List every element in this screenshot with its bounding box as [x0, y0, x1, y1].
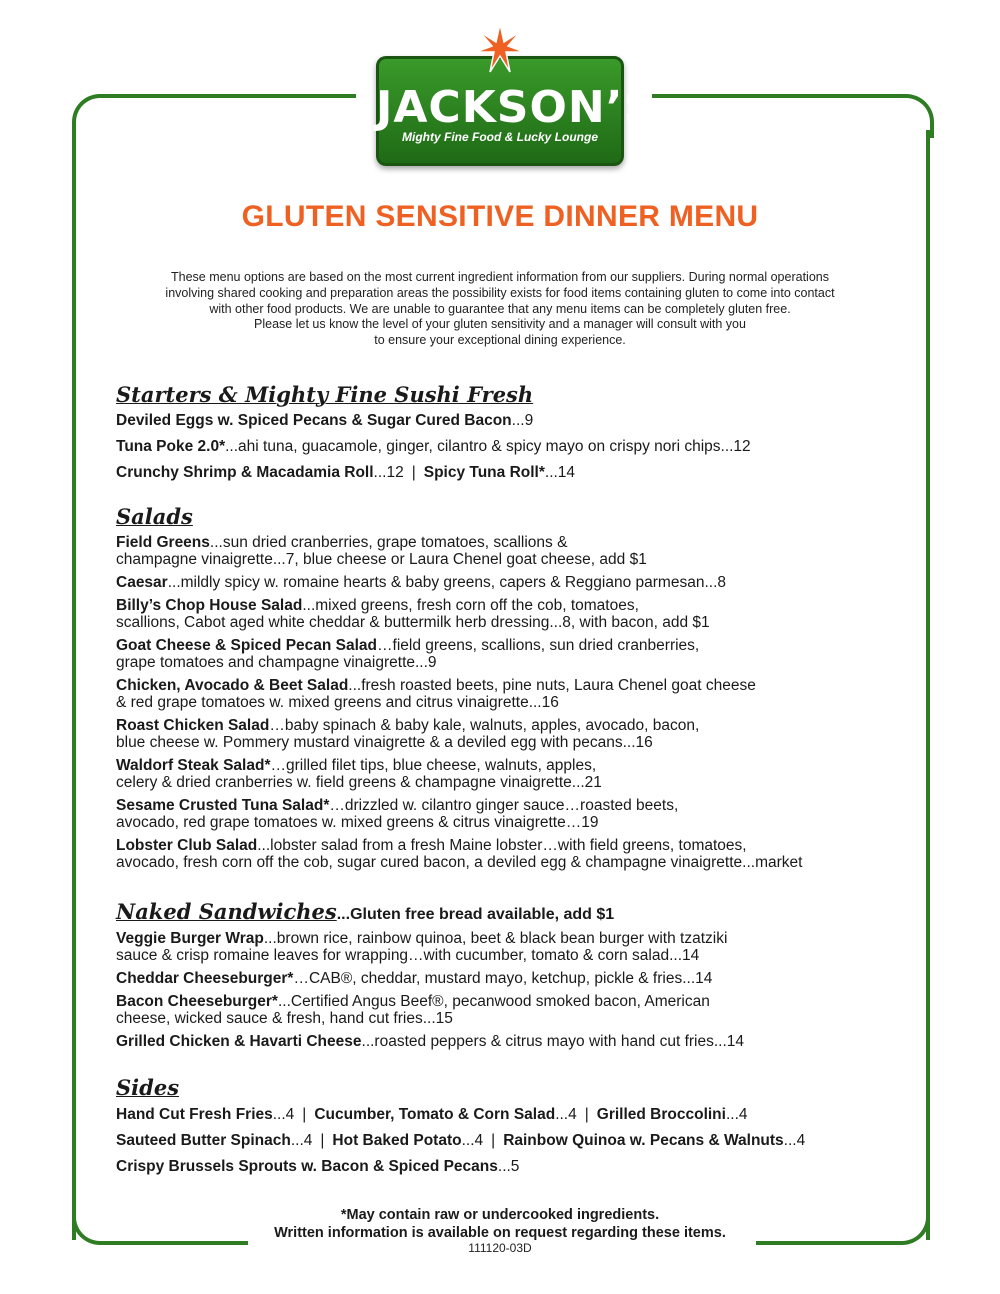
item-name: Hot Baked Potato [332, 1132, 462, 1149]
menu-item [116, 757, 896, 791]
sides-heading: Sides [116, 1075, 180, 1100]
item-desc: ...4 [783, 1132, 806, 1149]
separator: | [320, 1132, 325, 1149]
item-name: Field Greens [116, 534, 210, 551]
starters-heading: Starters & Mighty Fine Sushi Fresh [116, 382, 534, 407]
item-desc-continued: blue cheese w. Pommery mustard vinaigrette & a deviled egg with pecans...16 [116, 734, 653, 751]
item-desc: …field greens, scallions, sun dried cranberries, [377, 637, 700, 654]
menu-item [116, 717, 896, 751]
separator: | [411, 464, 416, 481]
item-desc-continued: scallions, Cabot aged white cheddar & buttermilk herb dressing...8, with bacon, add $1 [116, 614, 710, 631]
item-name: Roast Chicken Salad [116, 717, 270, 734]
item-name: Spicy Tuna Roll* [423, 464, 545, 481]
item-line [116, 970, 896, 987]
item-name: Rainbow Quinoa w. Pecans & Walnuts [503, 1132, 784, 1149]
disclaimer [120, 270, 880, 349]
disclaimer-line: to ensure your exceptional dining experience. [374, 333, 626, 348]
item-desc-continued: champagne vinaigrette...7, blue cheese or Laura Chenel goat cheese, add $1 [116, 551, 647, 568]
menu-code: 111120-03D [468, 1241, 532, 1255]
footer-line: *May contain raw or undercooked ingredients. [340, 1207, 660, 1223]
item-desc-continued: avocado, red grape tomatoes w. mixed greens & citrus vinaigrette…19 [116, 814, 599, 831]
sides-row [116, 1158, 896, 1175]
item-desc-continued: sauce & crisp romaine leaves for wrapping…with cucumber, tomato & corn salad...14 [116, 947, 700, 964]
sandwiches-note: ...Gluten free bread available, add $1 [336, 906, 615, 923]
item-desc-continued: grape tomatoes and champagne vinaigrette...9 [116, 654, 437, 671]
item-desc: ...lobster salad from a fresh Maine lobster…with field greens, tomatoes, [257, 837, 747, 854]
item-line [116, 677, 896, 694]
item-desc: ...sun dried cranberries, grape tomatoes, scallions & [209, 534, 568, 551]
separator: | [302, 1106, 307, 1123]
separator: | [491, 1132, 496, 1149]
logo-name: JACKSON’S [376, 82, 657, 133]
footer-line: Written information is available on request regarding these items. [274, 1225, 726, 1241]
menu-item [116, 930, 896, 964]
item-desc: ...brown rice, rainbow quinoa, beet & black bean burger with tzatziki [263, 930, 728, 947]
item-name: Billy’s Chop House Salad [116, 597, 303, 614]
item-desc: ...roasted peppers & citrus mayo with hand cut fries...14 [361, 1033, 745, 1050]
item-line [116, 757, 896, 774]
frame-right [926, 130, 930, 1240]
item-desc: ...mildly spicy w. romaine hearts & baby greens, capers & Reggiano parmesan...8 [167, 574, 726, 591]
item-desc: ...ahi tuna, guacamole, ginger, cilantro & spicy mayo on crispy nori chips...12 [225, 438, 751, 455]
item-desc: ...4 [290, 1132, 313, 1149]
disclaimer-line: Please let us know the level of your gluten sensitivity and a manager will consult with you [254, 317, 746, 332]
item-name: Waldorf Steak Salad* [116, 757, 271, 774]
item-line [116, 717, 896, 734]
item-line [116, 534, 896, 551]
item-desc: …drizzled w. cilantro ginger sauce…roasted beets, [329, 797, 679, 814]
item-desc-continued: avocado, fresh corn off the cob, sugar cured bacon, a deviled egg & champagne vinaigrette...market [116, 854, 803, 871]
menu-item [116, 637, 896, 671]
menu-item [116, 574, 896, 591]
item-desc-continued: & red grape tomatoes w. mixed greens and citrus vinaigrette...16 [116, 694, 559, 711]
item-name: Grilled Broccolini [596, 1106, 726, 1123]
item-name: Caesar [116, 574, 168, 591]
item-name: Veggie Burger Wrap [116, 930, 264, 947]
item-name: Hand Cut Fresh Fries [116, 1106, 273, 1123]
menu-item [116, 677, 896, 711]
menu-item [116, 1033, 896, 1050]
menu-item [116, 534, 896, 568]
separator: | [584, 1106, 589, 1123]
item-desc-continued: cheese, wicked sauce & fresh, hand cut fries...15 [116, 1010, 453, 1027]
menu-item [116, 970, 896, 987]
item-name: Crispy Brussels Sprouts w. Bacon & Spiced Pecans [116, 1158, 498, 1175]
disclaimer-line: These menu options are based on the most current ingredient information from our suppliers. During normal operations [171, 270, 829, 284]
item-desc: …CAB®, cheddar, mustard mayo, ketchup, pickle & fries...14 [293, 970, 713, 987]
item-name: Crunchy Shrimp & Macadamia Roll [116, 464, 374, 481]
item-desc: …grilled filet tips, blue cheese, walnuts, apples, [270, 757, 597, 774]
restaurant-logo [376, 22, 657, 170]
item-name: Cheddar Cheeseburger* [116, 970, 294, 987]
sandwiches-heading [116, 899, 614, 924]
item-desc: ...4 [272, 1106, 295, 1123]
sides-row [116, 1132, 896, 1149]
item-desc: ...Certified Angus Beef®, pecanwood smoked bacon, American [277, 993, 710, 1010]
disclaimer-line: involving shared cooking and preparation areas the possibility exists for food items containing gluten to come into contact [165, 285, 835, 300]
item-line [116, 837, 896, 854]
logo-tagline: Mighty Fine Food & Lucky Lounge [402, 130, 598, 144]
frame-top-left [72, 94, 356, 138]
item-desc: ...4 [555, 1106, 577, 1123]
item-name: Tuna Poke 2.0* [116, 438, 226, 455]
item-desc: ...12 [373, 464, 404, 481]
item-name: Deviled Eggs w. Spiced Pecans & Sugar Cured Bacon [116, 412, 512, 429]
star-icon [474, 22, 526, 74]
item-desc: ...14 [544, 464, 576, 481]
item-line [116, 797, 896, 814]
item-line [116, 597, 896, 614]
page-title: GLUTEN SENSITIVE DINNER MENU [241, 200, 759, 233]
item-line [116, 574, 896, 591]
sides-row [116, 1106, 896, 1123]
menu-item [116, 464, 896, 481]
item-desc-continued: celery & dried cranberries w. field greens & champagne vinaigrette...21 [116, 774, 602, 791]
item-line [116, 637, 896, 654]
frame-left [72, 130, 76, 1240]
menu-item [116, 993, 896, 1027]
item-name: Bacon Cheeseburger* [116, 993, 278, 1010]
menu-item [116, 597, 896, 631]
salads-heading: Salads [116, 504, 193, 529]
disclaimer-line: with other food products. We are unable to guarantee that any menu items can be completely gluten free. [209, 301, 791, 316]
menu-item [116, 438, 896, 455]
item-desc: …baby spinach & baby kale, walnuts, apples, avocado, bacon, [269, 717, 700, 734]
item-desc: ...4 [725, 1106, 748, 1123]
item-line [116, 993, 896, 1010]
item-desc: ...4 [461, 1132, 484, 1149]
item-desc: ...fresh roasted beets, pine nuts, Laura Chenel goat cheese [348, 677, 756, 694]
frame-top-right [652, 94, 934, 138]
item-desc: ...mixed greens, fresh corn off the cob, tomatoes, [302, 597, 639, 614]
item-name: Sauteed Butter Spinach [116, 1132, 291, 1149]
item-name: Cucumber, Tomato & Corn Salad [314, 1106, 556, 1123]
item-name: Lobster Club Salad [116, 837, 258, 854]
item-line [116, 930, 896, 947]
item-name: Goat Cheese & Spiced Pecan Salad [116, 637, 378, 654]
footer-notes [0, 1206, 1000, 1242]
item-name: Grilled Chicken & Havarti Cheese [116, 1033, 362, 1050]
menu-item [116, 797, 896, 831]
item-desc: ...5 [497, 1158, 520, 1175]
item-line [116, 1033, 896, 1050]
menu-item [116, 837, 896, 871]
menu-item [116, 412, 896, 429]
item-desc: ...9 [511, 412, 534, 429]
item-name: Chicken, Avocado & Beet Salad [116, 677, 349, 694]
sandwiches-title: Naked Sandwiches [116, 899, 337, 924]
item-name: Sesame Crusted Tuna Salad* [116, 797, 330, 814]
